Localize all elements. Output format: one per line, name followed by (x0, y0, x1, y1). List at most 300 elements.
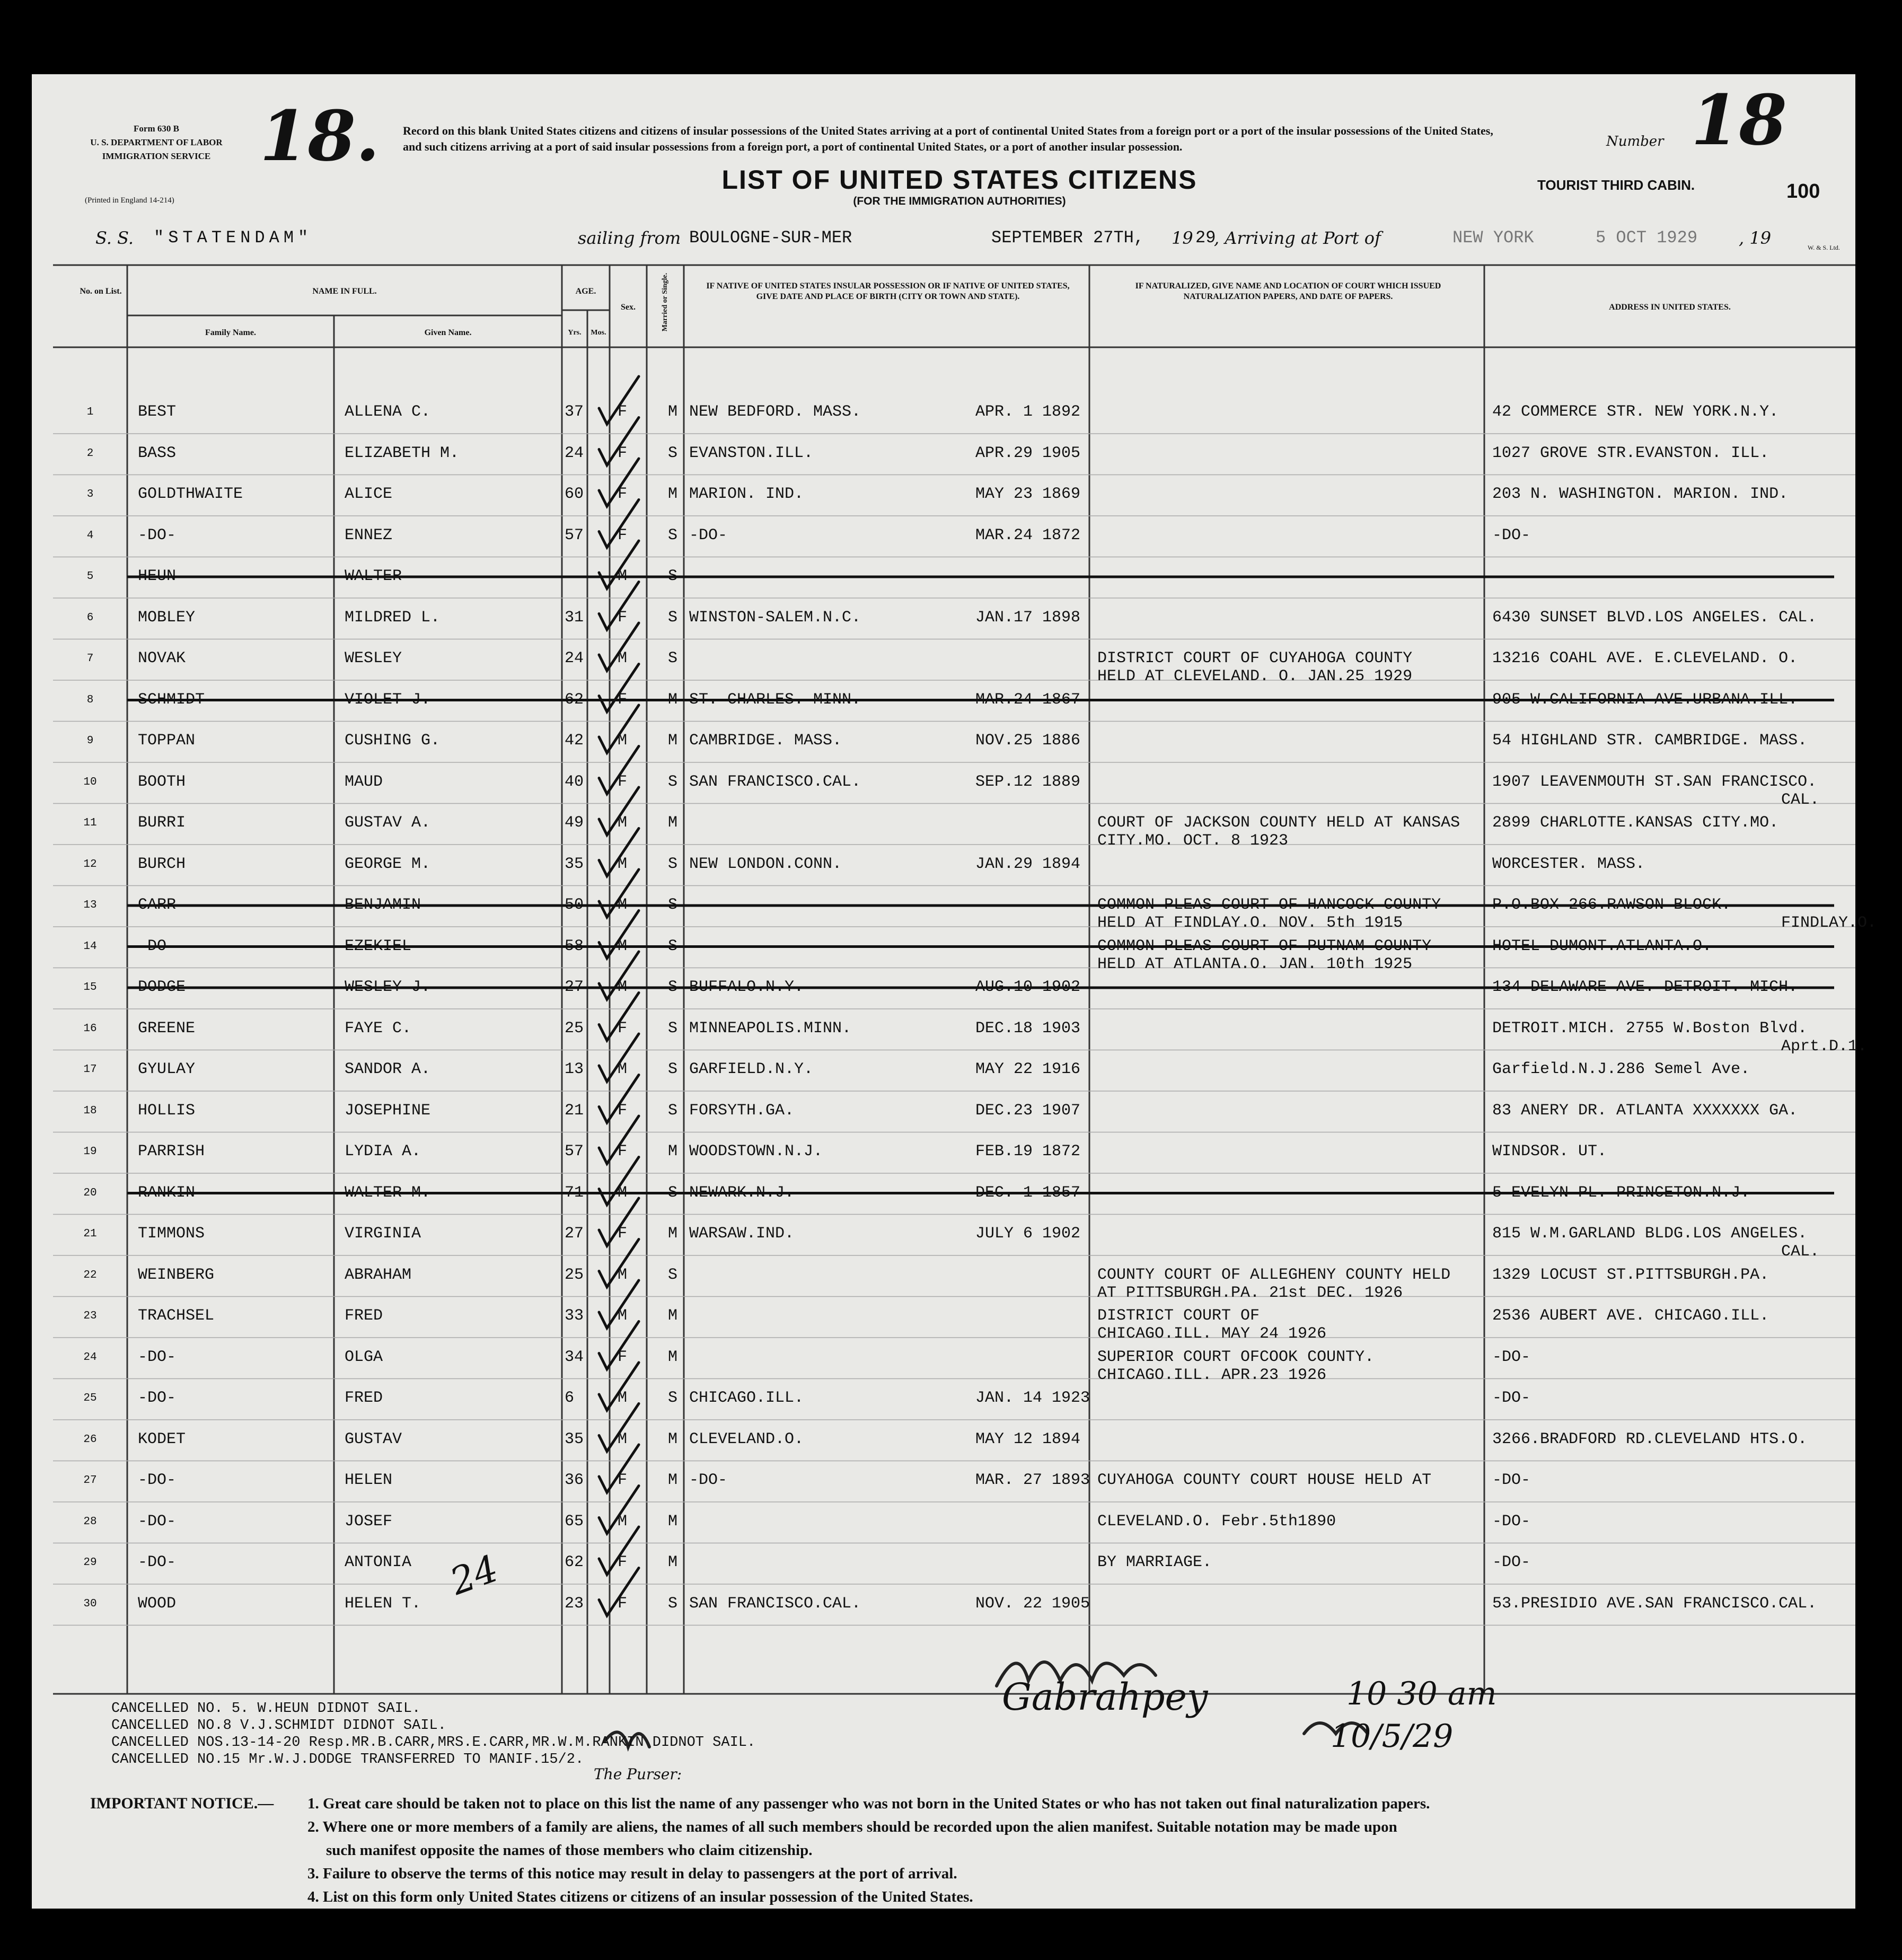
cell-sex: M (618, 1265, 628, 1284)
cell-n: 17 (83, 1064, 97, 1076)
cell-place: FORSYTH.GA. (689, 1101, 795, 1120)
cell-addr: -DO- (1492, 1512, 1531, 1531)
cell-ms: M (668, 1553, 678, 1571)
cell-age: 27 (565, 1225, 584, 1243)
cell-addr: 1329 LOCUST ST.PITTSBURGH.PA. (1492, 1265, 1769, 1284)
cell-age: 50 (565, 896, 584, 914)
cell-ms: M (668, 1307, 678, 1325)
cell-date: JAN.29 1894 (975, 855, 1081, 873)
cell-family: DODGE (138, 978, 186, 996)
cell-given: FAYE C. (345, 1019, 412, 1038)
cell-n: 11 (83, 817, 97, 829)
cell-family: TOPPAN (138, 732, 196, 750)
cell-addr: -DO- (1492, 1553, 1531, 1571)
cell-n: 30 (83, 1597, 97, 1610)
cell-sex: M (618, 814, 628, 832)
cell-sex: M (618, 1512, 628, 1531)
cell-place: NEWARK.N.J. (689, 1183, 795, 1202)
cell-addr: 1027 GROVE STR.EVANSTON. ILL. (1492, 444, 1769, 462)
cell-given: VIOLET J. (345, 690, 431, 709)
notice-item-3: 3. Failure to observe the terms of this notice may result in delay to passengers at the port of arrival. (307, 1865, 957, 1882)
page-title: LIST OF UNITED STATES CITIZENS (721, 165, 1197, 195)
cell-n: 3 (86, 488, 94, 500)
cell-addr: 1907 LEAVENMOUTH ST.SAN FRANCISCO. (1492, 772, 1817, 791)
cell-date: MAY 23 1869 (975, 485, 1081, 503)
arrival-date-stamp: 5 OCT 1929 (1596, 228, 1698, 248)
cell-age: 40 (565, 772, 584, 791)
cell-age: 57 (565, 1142, 584, 1161)
cell-nat: SUPERIOR COURT OFCOOK COUNTY. (1097, 1348, 1375, 1366)
year-end: , 19 (1739, 228, 1772, 248)
cell-addr: 134 DELAWARE AVE. DETROIT. MICH. (1492, 978, 1798, 996)
cell-family: -DO- (138, 1553, 177, 1571)
cell-addr: 54 HIGHLAND STR. CAMBRIDGE. MASS. (1492, 732, 1808, 750)
cell-family: BURCH (138, 855, 186, 873)
cell-given: ENNEZ (345, 526, 393, 544)
departure-port: BOULOGNE-SUR-MER (689, 228, 852, 248)
cell-given: CUSHING G. (345, 732, 441, 750)
cell-n: 2 (86, 447, 94, 460)
header-given: Given Name. (424, 328, 472, 337)
cell-given: SANDOR A. (345, 1060, 431, 1078)
cell-ms: M (668, 814, 678, 832)
cell-sex: M (618, 978, 628, 996)
cell-addr: 53.PRESIDIO AVE.SAN FRANCISCO.CAL. (1492, 1594, 1817, 1613)
cell-age: 62 (565, 1553, 584, 1571)
cancel-note-1: CANCELLED NO. 5. W.HEUN DIDNOT SAIL. (111, 1701, 421, 1717)
printer-mark: W. & S. Ltd. (1808, 244, 1840, 251)
cell-given: FRED (345, 1307, 383, 1325)
cell-ms: M (668, 1430, 678, 1448)
cell-place: SAN FRANCISCO.CAL. (689, 772, 861, 791)
cell-family: GREENE (138, 1019, 196, 1038)
cell-family: -DO- (138, 937, 177, 955)
cell-family: MOBLEY (138, 608, 196, 627)
header-yrs: Yrs. (568, 329, 582, 337)
cell-n: 19 (83, 1146, 97, 1158)
cell-family: BURRI (138, 814, 186, 832)
cell-family: TIMMONS (138, 1225, 205, 1243)
cell-family: BEST (138, 403, 177, 421)
cell-addr: 2536 AUBERT AVE. CHICAGO.ILL. (1492, 1307, 1769, 1325)
cell-n: 7 (86, 653, 94, 665)
cell-age: 25 (565, 1265, 584, 1284)
cell-addr: 83 ANERY DR. ATLANTA XXXXXXX GA. (1492, 1101, 1798, 1120)
cell-ms: S (668, 649, 678, 667)
cell-given: WALTER M. (345, 1183, 431, 1202)
cell-date: DEC.18 1903 (975, 1019, 1081, 1038)
sailing-label: sailing from (578, 228, 681, 248)
cell-date: MAR.24 1872 (975, 526, 1081, 544)
cell-ms: S (668, 1594, 678, 1613)
cell-addr2: CAL. (1781, 1243, 1820, 1261)
cell-ms: S (668, 772, 678, 791)
cell-date: MAY 22 1916 (975, 1060, 1081, 1078)
cell-sex: F (618, 1348, 628, 1366)
cell-n: 1 (86, 406, 94, 418)
tourist-number: 100 (1786, 180, 1820, 203)
notice-item-1: 1. Great care should be taken not to place on this list the name of any passenger who was not born in the United States or who has not taken out final naturalization papers. (307, 1795, 1430, 1812)
cell-n: 14 (83, 940, 97, 953)
cell-sex: F (618, 1019, 628, 1038)
arrival-port-stamp: NEW YORK (1452, 228, 1534, 248)
cell-ms: M (668, 732, 678, 750)
header-mos: Mos. (591, 329, 606, 337)
cell-given: WALTER (345, 567, 402, 585)
cell-n: 8 (86, 693, 94, 706)
year-prefix: 19 (1172, 228, 1193, 248)
number-value: 18 (1691, 80, 1787, 161)
cell-n: 18 (83, 1104, 97, 1117)
header-no: No. on List. (80, 287, 122, 296)
cell-age: 13 (565, 1060, 584, 1078)
cell-ms: S (668, 444, 678, 462)
cell-addr: -DO- (1492, 1348, 1531, 1366)
cell-place: CLEVELAND.O. (689, 1430, 804, 1448)
cell-given: ALLENA C. (345, 403, 431, 421)
cell-nat: COUNTY COURT OF ALLEGHENY COUNTY HELD (1097, 1265, 1451, 1284)
cell-place: -DO- (689, 1471, 728, 1489)
cell-given: GUSTAV A. (345, 814, 431, 832)
cell-age: 35 (565, 1430, 584, 1448)
cell-age: 25 (565, 1019, 584, 1038)
header-native: IF NATIVE OF UNITED STATES INSULAR POSSESSION OR IF NATIVE OF UNITED STATES, GIVE DATE AND PLACE OF BIRTH (CITY OR TOWN AND STATE). (706, 282, 1070, 301)
cell-nat: DISTRICT COURT OF CUYAHOGA COUNTY (1097, 649, 1413, 667)
cell-family: PARRISH (138, 1142, 205, 1161)
cell-age: 36 (565, 1471, 584, 1489)
record-instructions: Record on this blank United States citizens and citizens of insular possessions of the United States arriving at a port of continental United States from a foreign port or a port of the insular possessions of the United States, and such citizens arriving at a port of said insular possessions from a foreign port, a port of continental United States, or a port of another insular possession. (403, 124, 1493, 153)
manifest-sheet (32, 74, 1877, 1909)
cell-addr: 815 W.M.GARLAND BLDG.LOS ANGELES. (1492, 1225, 1808, 1243)
cell-age: 62 (565, 690, 584, 709)
cell-addr: P.O.BOX 266.RAWSON BLOCK. (1492, 896, 1731, 914)
cell-age: 31 (565, 608, 584, 627)
cancel-note-2: CANCELLED NO.8 V.J.SCHMIDT DIDNOT SAIL. (111, 1718, 446, 1734)
cell-place: ST. CHARLES. MINN. (689, 690, 861, 709)
cell-ms: S (668, 978, 678, 996)
cell-nat: COMMON PLEAS COURT OF HANCOCK COUNTY (1097, 896, 1441, 914)
form-number: Form 630 B (134, 124, 179, 134)
cell-nat: COURT OF JACKSON COUNTY HELD AT KANSAS (1097, 814, 1460, 832)
header-name: NAME IN FULL. (312, 287, 377, 296)
printed-note: (Printed in England 14-214) (85, 196, 174, 205)
cell-given: WESLEY J. (345, 978, 431, 996)
cell-sex: M (618, 649, 628, 667)
cell-n: 28 (83, 1515, 97, 1528)
cell-sex: F (618, 1142, 628, 1161)
cell-n: 24 (83, 1351, 97, 1364)
cell-given: MILDRED L. (345, 608, 441, 627)
cell-age: 57 (565, 526, 584, 544)
notice-item-4: 4. List on this form only United States citizens or citizens of an insular possession of the United States. (307, 1888, 973, 1905)
cell-sex: M (618, 567, 628, 585)
header-married: Married or Single. (661, 273, 669, 332)
service: IMMIGRATION SERVICE (102, 151, 211, 161)
cell-nat2: HELD AT FINDLAY.O. NOV. 5th 1915 (1097, 914, 1403, 932)
header-naturalized: IF NATURALIZED, GIVE NAME AND LOCATION OF COURT WHICH ISSUED NATURALIZATION PAPERS, AND DATE OF PAPERS. (1135, 282, 1441, 301)
cell-n: 5 (86, 570, 94, 583)
cell-date: DEC. 1 1857 (975, 1183, 1081, 1202)
cell-sex: M (618, 896, 628, 914)
cell-sex: F (618, 1471, 628, 1489)
cell-nat2: HELD AT CLEVELAND. O. JAN.25 1929 (1097, 667, 1413, 685)
cell-family: BASS (138, 444, 177, 462)
cell-nat: CLEVELAND.O. Febr.5th1890 (1097, 1512, 1336, 1531)
cell-place: CHICAGO.ILL. (689, 1389, 804, 1407)
cell-given: OLGA (345, 1348, 383, 1366)
cell-age: 49 (565, 814, 584, 832)
cell-family: -DO- (138, 1512, 177, 1531)
cell-ms: M (668, 1348, 678, 1366)
cell-given: HELEN (345, 1471, 393, 1489)
cell-family: -DO- (138, 1471, 177, 1489)
cancel-note-4: CANCELLED NO.15 Mr.W.J.DODGE TRANSFERRED TO MANIF.15/2. (111, 1752, 584, 1768)
cell-place: NEW LONDON.CONN. (689, 855, 842, 873)
cell-given: ALICE (345, 485, 393, 503)
cell-given: MAUD (345, 772, 383, 791)
cell-addr: WINDSOR. UT. (1492, 1142, 1607, 1161)
cell-given: EZEKIEL (345, 937, 412, 955)
cell-ms: M (668, 1512, 678, 1531)
cell-sex: F (618, 690, 628, 709)
cell-date: FEB.19 1872 (975, 1142, 1081, 1161)
purser-label: The Purser: (594, 1765, 682, 1783)
cell-addr2: CAL. (1781, 790, 1820, 809)
cell-place: MINNEAPOLIS.MINN. (689, 1019, 852, 1038)
cell-sex: F (618, 1225, 628, 1243)
cell-family: GYULAY (138, 1060, 196, 1078)
cell-given: ELIZABETH M. (345, 444, 460, 462)
cell-age: 71 (565, 1183, 584, 1202)
cell-nat2: AT PITTSBURGH.PA. 21st DEC. 1926 (1097, 1284, 1403, 1302)
cell-ms: S (668, 1389, 678, 1407)
cell-place: SAN FRANCISCO.CAL. (689, 1594, 861, 1613)
cell-ms: S (668, 1060, 678, 1078)
cell-family: HEUN (138, 567, 177, 585)
cell-date: JAN. 14 1923 (975, 1389, 1090, 1407)
cell-place: WARSAW.IND. (689, 1225, 795, 1243)
cell-nat: BY MARRIAGE. (1097, 1553, 1212, 1571)
cell-nat2: HELD AT ATLANTA.O. JAN. 10th 1925 (1097, 955, 1413, 973)
cell-given: GEORGE M. (345, 855, 431, 873)
cell-sex: F (618, 1553, 628, 1571)
cell-ms: M (668, 403, 678, 421)
ship-name: "STATENDAM" (154, 228, 313, 248)
cell-ms: S (668, 1265, 678, 1284)
notice-item-2: 2. Where one or more members of a family are aliens, the names of all such members should be recorded upon the alien manifest. Suitable notation may be made upon (307, 1818, 1397, 1835)
cell-date: NOV. 22 1905 (975, 1594, 1090, 1613)
header-family: Family Name. (205, 328, 256, 337)
header-address: ADDRESS IN UNITED STATES. (1609, 303, 1731, 312)
cell-sex: M (618, 937, 628, 955)
cell-sex: F (618, 1101, 628, 1120)
cell-addr: -DO- (1492, 1471, 1531, 1489)
cell-addr: 42 COMMERCE STR. NEW YORK.N.Y. (1492, 403, 1779, 421)
cell-ms: S (668, 1019, 678, 1038)
cell-date: APR. 1 1892 (975, 403, 1081, 421)
cell-addr: Garfield.N.J.286 Semel Ave. (1492, 1060, 1750, 1078)
cell-nat: DISTRICT COURT OF (1097, 1307, 1260, 1325)
cell-place: -DO- (689, 526, 728, 544)
cell-ms: S (668, 1183, 678, 1202)
cell-addr: HOTEL DUMONT.ATLANTA.O. (1492, 937, 1712, 955)
cell-date: NOV.25 1886 (975, 732, 1081, 750)
cell-n: 9 (86, 735, 94, 747)
cell-addr: 13216 COAHL AVE. E.CLEVELAND. O. (1492, 649, 1798, 667)
cell-age: 65 (565, 1512, 584, 1531)
cell-sex: M (618, 1060, 628, 1078)
cell-addr: 203 N. WASHINGTON. MARION. IND. (1492, 485, 1789, 503)
cell-sex: F (618, 444, 628, 462)
arriving-label: , Arriving at Port of (1214, 228, 1381, 248)
cell-sex: M (618, 1183, 628, 1202)
notice-label: IMPORTANT NOTICE.— (90, 1795, 274, 1812)
cell-place: WOODSTOWN.N.J. (689, 1142, 823, 1161)
cell-given: HELEN T. (345, 1594, 421, 1613)
year: 29 (1195, 228, 1216, 248)
cell-sex: M (618, 1430, 628, 1448)
cell-ms: S (668, 855, 678, 873)
cell-age: 21 (565, 1101, 584, 1120)
cell-ms: M (668, 485, 678, 503)
department: U. S. DEPARTMENT OF LABOR (90, 137, 223, 147)
cell-n: 12 (83, 858, 97, 871)
header-age: AGE. (575, 287, 596, 296)
cell-age: 37 (565, 403, 584, 421)
cell-addr: 5 EVELYN PL. PRINCETON.N.J. (1492, 1183, 1750, 1202)
cell-ms: S (668, 608, 678, 627)
cell-age: 58 (565, 937, 584, 955)
cell-family: RANKIN (138, 1183, 196, 1202)
cell-n: 21 (83, 1228, 97, 1240)
cell-ms: S (668, 567, 678, 585)
cell-sex: M (618, 732, 628, 750)
header-sex: Sex. (621, 303, 636, 312)
cell-place: NEW BEDFORD. MASS. (689, 403, 861, 421)
cell-sex: F (618, 1594, 628, 1613)
cell-given: WESLEY (345, 649, 402, 667)
cell-ms: M (668, 690, 678, 709)
cell-given: FRED (345, 1389, 383, 1407)
cell-sex: F (618, 485, 628, 503)
inspection-time: 10 30 am (1346, 1675, 1497, 1712)
cell-n: 29 (83, 1557, 97, 1569)
cell-family: WEINBERG (138, 1265, 215, 1284)
cancel-note-3: CANCELLED NOS.13-14-20 Resp.MR.B.CARR,MRS.E.CARR,MR.W.M.RANKIN DIDNOT SAIL. (111, 1735, 756, 1751)
cell-nat2: CHICAGO.ILL. MAY 24 1926 (1097, 1325, 1327, 1343)
cell-n: 26 (83, 1433, 97, 1446)
cell-age: 60 (565, 485, 584, 503)
cell-n: 23 (83, 1310, 97, 1322)
handwritten-list-number: 18. (260, 95, 380, 177)
cell-given: JOSEPHINE (345, 1101, 431, 1120)
tourist-class: TOURIST THIRD CABIN. (1537, 177, 1695, 193)
cell-date: APR.29 1905 (975, 444, 1081, 462)
cell-place: EVANSTON.ILL. (689, 444, 814, 462)
cell-family: -DO- (138, 526, 177, 544)
cell-sex: F (618, 526, 628, 544)
cell-n: 10 (83, 776, 97, 788)
side-mark: 24 (444, 1546, 504, 1604)
cell-place: GARFIELD.N.Y. (689, 1060, 814, 1078)
cell-sex: F (618, 403, 628, 421)
cell-age: 27 (565, 978, 584, 996)
cell-ms: M (668, 1471, 678, 1489)
cell-addr: -DO- (1492, 1389, 1531, 1407)
cell-ms: S (668, 526, 678, 544)
cell-nat: COMMON PLEAS COURT OF PUTNAM COUNTY (1097, 937, 1432, 955)
cell-addr: 3266.BRADFORD RD.CLEVELAND HTS.O. (1492, 1430, 1808, 1448)
cell-family: BOOTH (138, 772, 186, 791)
number-label: Number (1606, 134, 1664, 150)
cell-given: ABRAHAM (345, 1265, 412, 1284)
cell-family: GOLDTHWAITE (138, 485, 243, 503)
cell-date: DEC.23 1907 (975, 1101, 1081, 1120)
cell-n: 15 (83, 981, 97, 994)
inspector-signature: Gabrahpey (1002, 1675, 1208, 1719)
cell-nat: CUYAHOGA COUNTY COURT HOUSE HELD AT (1097, 1471, 1432, 1489)
cell-ms: S (668, 896, 678, 914)
cell-sex: F (618, 608, 628, 627)
cell-addr: DETROIT.MICH. 2755 W.Boston Blvd. (1492, 1019, 1808, 1038)
cell-given: VIRGINIA (345, 1225, 421, 1243)
cell-family: CARR (138, 896, 177, 914)
cell-place: MARION. IND. (689, 485, 804, 503)
cell-n: 27 (83, 1474, 97, 1487)
cell-n: 13 (83, 899, 97, 911)
cell-place: WINSTON-SALEM.N.C. (689, 608, 861, 627)
cell-date: SEP.12 1889 (975, 772, 1081, 791)
cell-addr: -DO- (1492, 526, 1531, 544)
cell-date: MAR. 27 1893 (975, 1471, 1090, 1489)
cell-age: 24 (565, 444, 584, 462)
ss-label: S. S. (95, 228, 134, 248)
cell-date: MAY 12 1894 (975, 1430, 1081, 1448)
cell-family: -DO- (138, 1389, 177, 1407)
cell-n: 16 (83, 1022, 97, 1035)
cell-addr2: Aprt.D.1. (1781, 1037, 1868, 1056)
notice-item-2-cont: such manifest opposite the names of those members who claim citizenship. (326, 1842, 813, 1859)
cell-family: HOLLIS (138, 1101, 196, 1120)
cell-age: 6 (565, 1389, 575, 1407)
cell-age: 35 (565, 855, 584, 873)
cell-age: 33 (565, 1307, 584, 1325)
cell-given: GUSTAV (345, 1430, 402, 1448)
cell-given: ANTONIA (345, 1553, 412, 1571)
cell-given: LYDIA A. (345, 1142, 421, 1161)
cell-nat2: CHICAGO.ILL. APR.23 1926 (1097, 1366, 1327, 1384)
cell-addr: 2899 CHARLOTTE.KANSAS CITY.MO. (1492, 814, 1779, 832)
cell-n: 20 (83, 1186, 97, 1199)
cell-n: 6 (86, 611, 94, 624)
cell-sex: M (618, 1307, 628, 1325)
cell-ms: M (668, 1225, 678, 1243)
cell-family: KODET (138, 1430, 186, 1448)
cell-ms: S (668, 1101, 678, 1120)
cell-date: MAR.24 1867 (975, 690, 1081, 709)
cell-given: JOSEF (345, 1512, 393, 1531)
cell-sex: M (618, 855, 628, 873)
cell-date: JAN.17 1898 (975, 608, 1081, 627)
departure-date: SEPTEMBER 27TH, (991, 228, 1144, 248)
cell-date: JULY 6 1902 (975, 1225, 1081, 1243)
cell-date: AUG.10 1902 (975, 978, 1081, 996)
cell-ms: S (668, 937, 678, 955)
cell-addr2: FINDLAY.O. (1781, 914, 1877, 932)
cell-family: NOVAK (138, 649, 186, 667)
cell-place: BUFFALO.N.Y. (689, 978, 804, 996)
cell-given: BENJAMIN (345, 896, 421, 914)
